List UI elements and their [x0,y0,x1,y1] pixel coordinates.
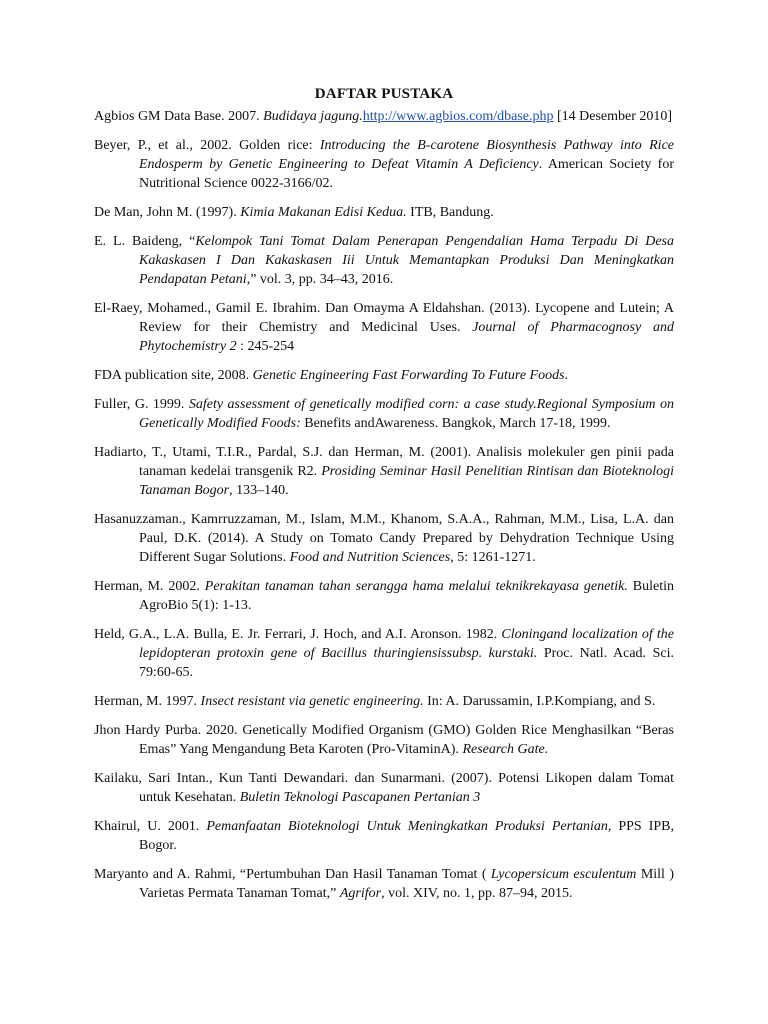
reference-text: Benefits andAwareness. Bangkok, March 17-18, 1999. [300,416,611,431]
reference-title: Journal of Pharmacognosy and Phytochemistry 2 [139,320,674,354]
reference-entry [94,107,674,126]
reference-text: Hasanuzzaman., Kamrruzzaman, M., Islam, M.M., Khanom, S.A.A., Rahman, M.M., Lisa, L.A. dan Paul, D.K. (2014). A Study on Tomato Candy Prepared by Dehydration Technique Using Different Sugar Solutions. [94,512,674,565]
reference-entry [94,395,674,433]
reference-entry [94,625,674,682]
reference-text: In: A. Darussamin, I.P.Kompiang, and S. [423,694,656,709]
reference-title: Prosiding Seminar Hasil Penelitian Rintisan dan Bioteknologi Tanaman Bogor [139,464,674,498]
reference-text: Khairul, U. 2001. [94,819,207,834]
reference-title: Kimia Makanan Edisi Kedua. [240,205,407,220]
reference-text: Jhon Hardy Purba. 2020. Genetically Modified Organism (GMO) Golden Rice Menghasilkan “Beras Emas” Yang Mengandung Beta Karoten (Pro-VitaminA). [94,723,674,757]
reference-text: Herman, M. 2002. [94,579,205,594]
reference-entry [94,299,674,356]
reference-title: Safety assessment of genetically modified corn: a case study.Regional Symposium on Genetically Modified Foods: [139,397,674,431]
reference-text: . American Society for Nutritional Science 0022-3166/02. [139,157,674,191]
reference-text: , 133–140. [229,483,289,498]
reference-text: FDA publication site, 2008. [94,368,253,383]
reference-title: Kelompok Tani Tomat Dalam Penerapan Pengendalian Hama Terpadu Di Desa Kakaskasen I Dan Kakaskasen Iii Untuk Memantapkan Produksi Dan Meningkatkan Pendapatan Petani, [139,234,674,287]
reference-entry [94,203,674,222]
reference-title: Pemanfaatan Bioteknologi Untuk Meningkatkan Produksi Pertanian [206,819,608,834]
reference-text: : 245-254 [236,339,295,354]
reference-title: Introducing the B-carotene Biosynthesis Pathway into Rice Endosperm by Genetic Engineering to Defeat Vitamin A Deficiency [139,138,674,172]
reference-title: Genetic Engineering Fast Forwarding To Future Foods [252,368,565,383]
reference-text: ” vol. 3, pp. 34–43, 2016. [250,272,394,287]
reference-entry [94,366,674,385]
reference-entry [94,865,674,903]
reference-text: , 5: 1261-1271. [450,550,536,565]
reference-link[interactable]: http://www.agbios.com/dbase.php [362,109,554,124]
reference-text: Held, G.A., L.A. Bulla, E. Jr. Ferrari, J. Hoch, and A.I. Aronson. 1982. [94,627,502,642]
reference-text: Buletin AgroBio 5(1): 1-13. [139,579,674,613]
reference-entry [94,721,674,759]
reference-text: Maryanto and A. Rahmi, “Pertumbuhan Dan Hasil Tanaman Tomat ( [94,867,491,882]
reference-entry [94,769,674,807]
reference-text: De Man, John M. (1997). [94,205,241,220]
page-title: DAFTAR PUSTAKA [314,86,454,102]
reference-title: Agrifor [339,886,382,901]
reference-text: Agbios GM Data Base. 2007. [94,109,264,124]
reference-text: , vol. XIV, no. 1, pp. 87–94, 2015. [381,886,573,901]
reference-entry [94,510,674,567]
reference-title: Budidaya jagung. [263,109,363,124]
reference-text: , PPS IPB, Bogor. [139,819,674,853]
reference-text: Herman, M. 1997. [94,694,201,709]
reference-text: Mill ) Varietas Permata Tanaman Tomat,” [139,867,675,901]
reference-text: Proc. Natl. Acad. Sci. 79:60-65. [139,646,674,680]
reference-entry [94,232,674,289]
reference-title: Insect resistant via genetic engineering. [200,694,424,709]
reference-entry [94,692,674,711]
reference-list [94,107,674,903]
reference-page [94,86,674,913]
reference-text: Hadiarto, T., Utami, T.I.R., Pardal, S.J. dan Herman, M. (2001). Analisis molekuler gen pinii pada tanaman kedelai transgenik R2. [94,445,674,479]
reference-entry [94,577,674,615]
reference-text: [14 Desember 2010] [553,109,673,124]
reference-text: E. L. Baideng, “ [94,234,196,249]
reference-entry [94,817,674,855]
reference-title: Food and Nutrition Sciences [289,550,451,565]
reference-text: . [564,368,569,383]
reference-text: Fuller, G. 1999. [94,397,189,412]
reference-text: Beyer, P., et al., 2002. Golden rice: [94,138,320,153]
reference-title: Cloningand localization of the lepidopteran protoxin gene of Bacillus thuringiensissubsp. kurstaki. [139,627,674,661]
reference-text: Kailaku, Sari Intan., Kun Tanti Dewandari. dan Sunarmani. (2007). Potensi Likopen dalam Tomat untuk Kesehatan. [94,771,674,805]
reference-text: El-Raey, Mohamed., Gamil E. Ibrahim. Dan Omayma A Eldahshan. (2013). Lycopene and Lutein; A Review for their Chemistry and Medicinal Uses. [94,301,674,335]
reference-title: Lycopersicum esculentum [490,867,637,882]
reference-title: Buletin Teknologi Pascapanen Pertanian 3 [239,790,481,805]
reference-text: ITB, Bandung. [406,205,494,220]
reference-title: Research Gate. [462,742,549,757]
reference-title: Perakitan tanaman tahan serangga hama melalui teknikrekayasa genetik. [204,579,628,594]
reference-entry [94,443,674,500]
reference-entry [94,136,674,193]
